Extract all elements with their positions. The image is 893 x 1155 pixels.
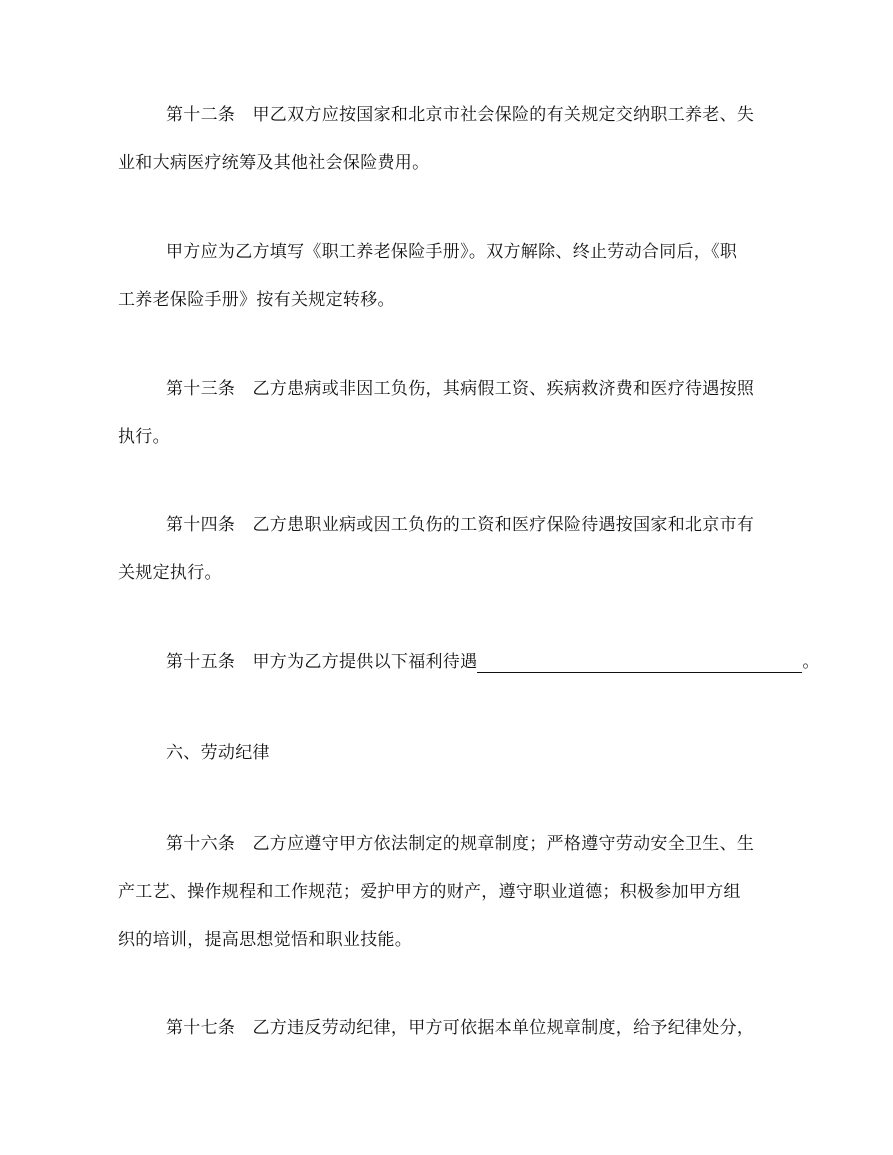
- article-13-line-1: 第十三条 乙方患病或非因工负伤，其病假工资、疾病救济费和医疗待遇按照: [166, 379, 755, 399]
- article-17-line-1: 第十七条 乙方违反劳动纪律，甲方可依据本单位规章制度，给予纪律处分，: [166, 1018, 755, 1038]
- article-14-line-1: 第十四条 乙方患职业病或因工负伤的工资和医疗保险待遇按国家和北京市有: [166, 515, 755, 535]
- article-15-text: 第十五条 甲方为乙方提供以下福利待遇: [166, 652, 478, 672]
- article-12-line-1: 第十二条 甲乙双方应按国家和北京市社会保险的有关规定交纳职工养老、失: [166, 105, 755, 125]
- article-16-line-2: 产工艺、操作规程和工作规范；爱护甲方的财产，遵守职业道德；积极参加甲方组: [118, 882, 741, 902]
- article-12-line-2: 业和大病医疗统筹及其他社会保险费用。: [118, 153, 430, 173]
- benefits-blank-field[interactable]: [477, 654, 802, 673]
- article-14-line-2: 关规定执行。: [118, 563, 222, 583]
- article-16-line-1: 第十六条 乙方应遵守甲方依法制定的规章制度；严格遵守劳动安全卫生、生: [166, 834, 755, 854]
- article-13-line-2: 执行。: [118, 427, 170, 447]
- article-15-period: 。: [802, 652, 820, 672]
- manual-paragraph-line-2: 工养老保险手册》按有关规定转移。: [118, 290, 395, 310]
- article-15-line: [166, 651, 820, 673]
- manual-paragraph-line-1: 甲方应为乙方填写《职工养老保险手册》。双方解除、终止劳动合同后，《职: [166, 242, 738, 262]
- article-16-line-3: 织的培训，提高思想觉悟和职业技能。: [118, 930, 413, 950]
- section-6-heading: 六、劳动纪律: [166, 743, 270, 763]
